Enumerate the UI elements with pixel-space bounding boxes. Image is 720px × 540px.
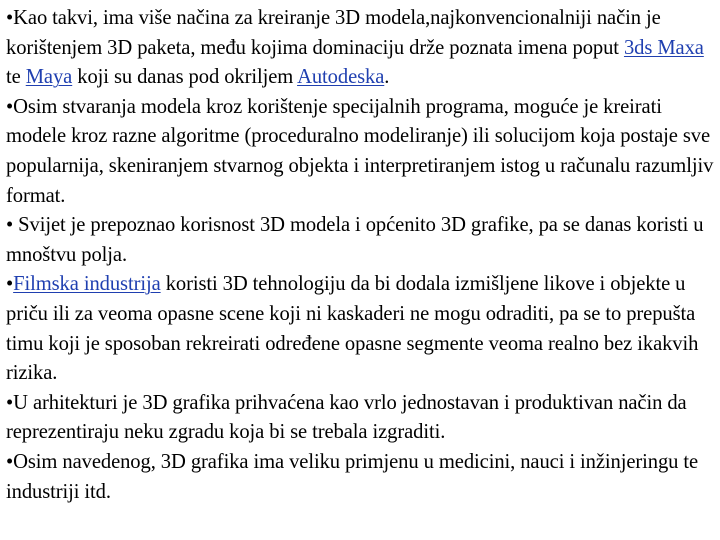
link-autodesk[interactable]: Autodeska [297, 66, 385, 89]
paragraph-text: . [384, 66, 390, 89]
paragraph-other-uses [6, 448, 718, 507]
bullet: • [6, 273, 14, 296]
paragraph-text: koji su danas pod okriljem [72, 66, 298, 89]
bullet: • [6, 391, 14, 414]
paragraph-text: te [6, 66, 26, 89]
bullet: • [6, 450, 14, 473]
bullet: • [6, 95, 14, 118]
slide-body [6, 4, 718, 507]
paragraph-film-industry [6, 270, 718, 388]
link-film-industry[interactable]: Filmska industrija [13, 273, 161, 296]
paragraph-text: Osim navedenog, 3D grafika ima veliku primjenu u medicini, nauci i inžinjeringu te industriji itd. [6, 450, 699, 503]
paragraph-3d-modeling-methods [6, 4, 718, 93]
bullet: • [6, 214, 14, 237]
paragraph-usefulness [6, 211, 718, 270]
link-3ds-max[interactable]: 3ds Maxa [623, 36, 704, 59]
paragraph-procedural-modeling [6, 93, 718, 211]
paragraph-text: U arhitekturi je 3D grafika prihvaćena kao vrlo jednostavan i produktivan način da reprezentiraju neku zgradu koja bi se trebala izgraditi. [6, 391, 687, 444]
link-maya[interactable]: Maya [25, 66, 73, 89]
paragraph-text: koristi 3D tehnologiju da bi dodala izmišljene likove i objekte u priču ili za veoma opasne scene koji ni kaskaderi ne mogu odraditi, pa se to prepušta timu koji je sposoban rekreirati određene opasne segmente veoma realno bez ikakvih rizika. [6, 273, 699, 385]
paragraph-architecture [6, 389, 718, 448]
paragraph-text: Osim stvaranja modela kroz korištenje specijalnih programa, moguće je kreirati modele kroz razne algoritme (proceduralno modeliranje) ili solucijom koja postaje sve popularnija, skeniranjem stvarnog objekta i interpretiranjem istog u računalu razumljiv format. [6, 95, 714, 207]
paragraph-text: Kao takvi, ima više načina za kreiranje 3D modela,najkonvencionalniji način je korištenjem 3D paketa, među kojima dominaciju drže poznata imena poput [6, 7, 661, 59]
paragraph-text: Svijet je prepoznao korisnost 3D modela i općenito 3D grafike, pa se danas koristi u mnoštvu polja. [6, 214, 704, 266]
bullet: • [6, 7, 14, 29]
